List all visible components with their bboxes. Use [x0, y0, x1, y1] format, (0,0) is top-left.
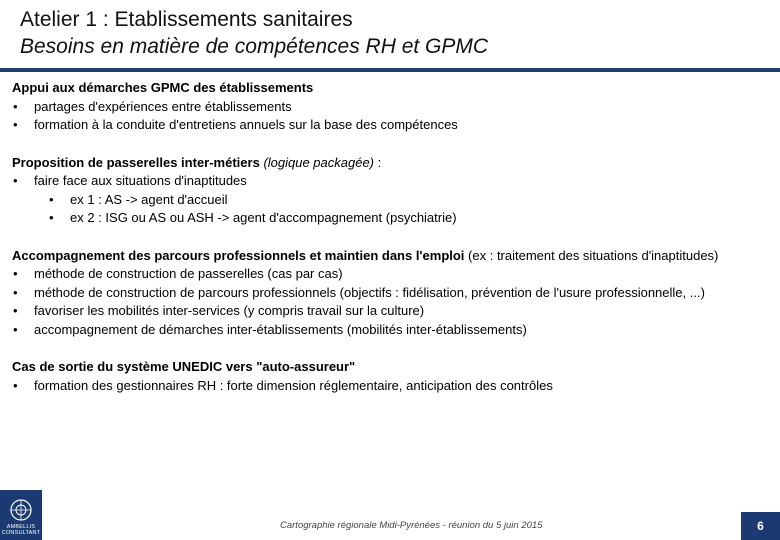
list-item: • partages d'expériences entre établissements: [12, 98, 762, 117]
list-item: • formation des gestionnaires RH : forte dimension réglementaire, anticipation des contrôles: [12, 377, 762, 396]
heading-suffix: :: [374, 154, 382, 170]
company-logo: [0, 490, 42, 540]
sub-bullet-list: [12, 191, 762, 228]
slide-body: [12, 79, 762, 414]
title-divider: [0, 68, 780, 72]
bullet-list: [12, 265, 762, 339]
list-item: • faire face aux situations d'inaptitudes: [12, 172, 762, 191]
title-line-1: Atelier 1 : Etablissements sanitaires: [20, 8, 353, 31]
heading-italic-text: (logique packagée): [263, 154, 375, 170]
list-item: • ex 1 : AS -> agent d'accueil: [48, 191, 762, 210]
section-heading: [12, 358, 762, 377]
section-heading: [12, 79, 762, 98]
footer-caption: Cartographie régionale Midi-Pyrénées - réunion du 5 juin 2015: [280, 520, 543, 531]
section-passerelles: [12, 154, 762, 228]
heading-text: Cas de sortie du système UNEDIC vers "auto-assureur": [12, 359, 356, 374]
logo-text: AMBELLIS CONSULTANT: [1, 524, 41, 536]
heading-text: Accompagnement des parcours professionnels et maintien dans l'emploi: [12, 247, 465, 263]
bullet-list: [12, 377, 762, 396]
section-heading: [12, 247, 762, 266]
section-unedic: [12, 358, 762, 395]
heading-text: Proposition de passerelles inter-métiers: [12, 154, 260, 170]
bullet-list: [12, 172, 762, 191]
logo-emblem-icon: [9, 498, 33, 522]
list-item: • ex 2 : ISG ou AS ou ASH -> agent d'accompagnement (psychiatrie): [48, 209, 762, 228]
list-item: • méthode de construction de passerelles (cas par cas): [12, 265, 762, 284]
section-parcours: [12, 247, 762, 340]
list-item: • méthode de construction de parcours professionnels (objectifs : fidélisation, prévention de l'usure professionnelle, ...): [12, 284, 762, 303]
section-gpmc-support: [12, 79, 762, 135]
list-item: • accompagnement de démarches inter-établissements (mobilités inter-établissements): [12, 321, 762, 340]
heading-text: Appui aux démarches GPMC des établissements: [12, 80, 314, 95]
heading-rest: (ex : traitement des situations d'inaptitudes): [464, 247, 719, 263]
page-number: 6: [741, 512, 780, 540]
list-item: • formation à la conduite d'entretiens annuels sur la base des compétences: [12, 116, 762, 135]
bullet-list: [12, 98, 762, 135]
section-heading: [12, 154, 762, 173]
title-line-2: Besoins en matière de compétences RH et GPMC: [20, 35, 489, 58]
list-item: • favoriser les mobilités inter-services (y compris travail sur la culture): [12, 302, 762, 321]
slide-title: [20, 6, 760, 60]
